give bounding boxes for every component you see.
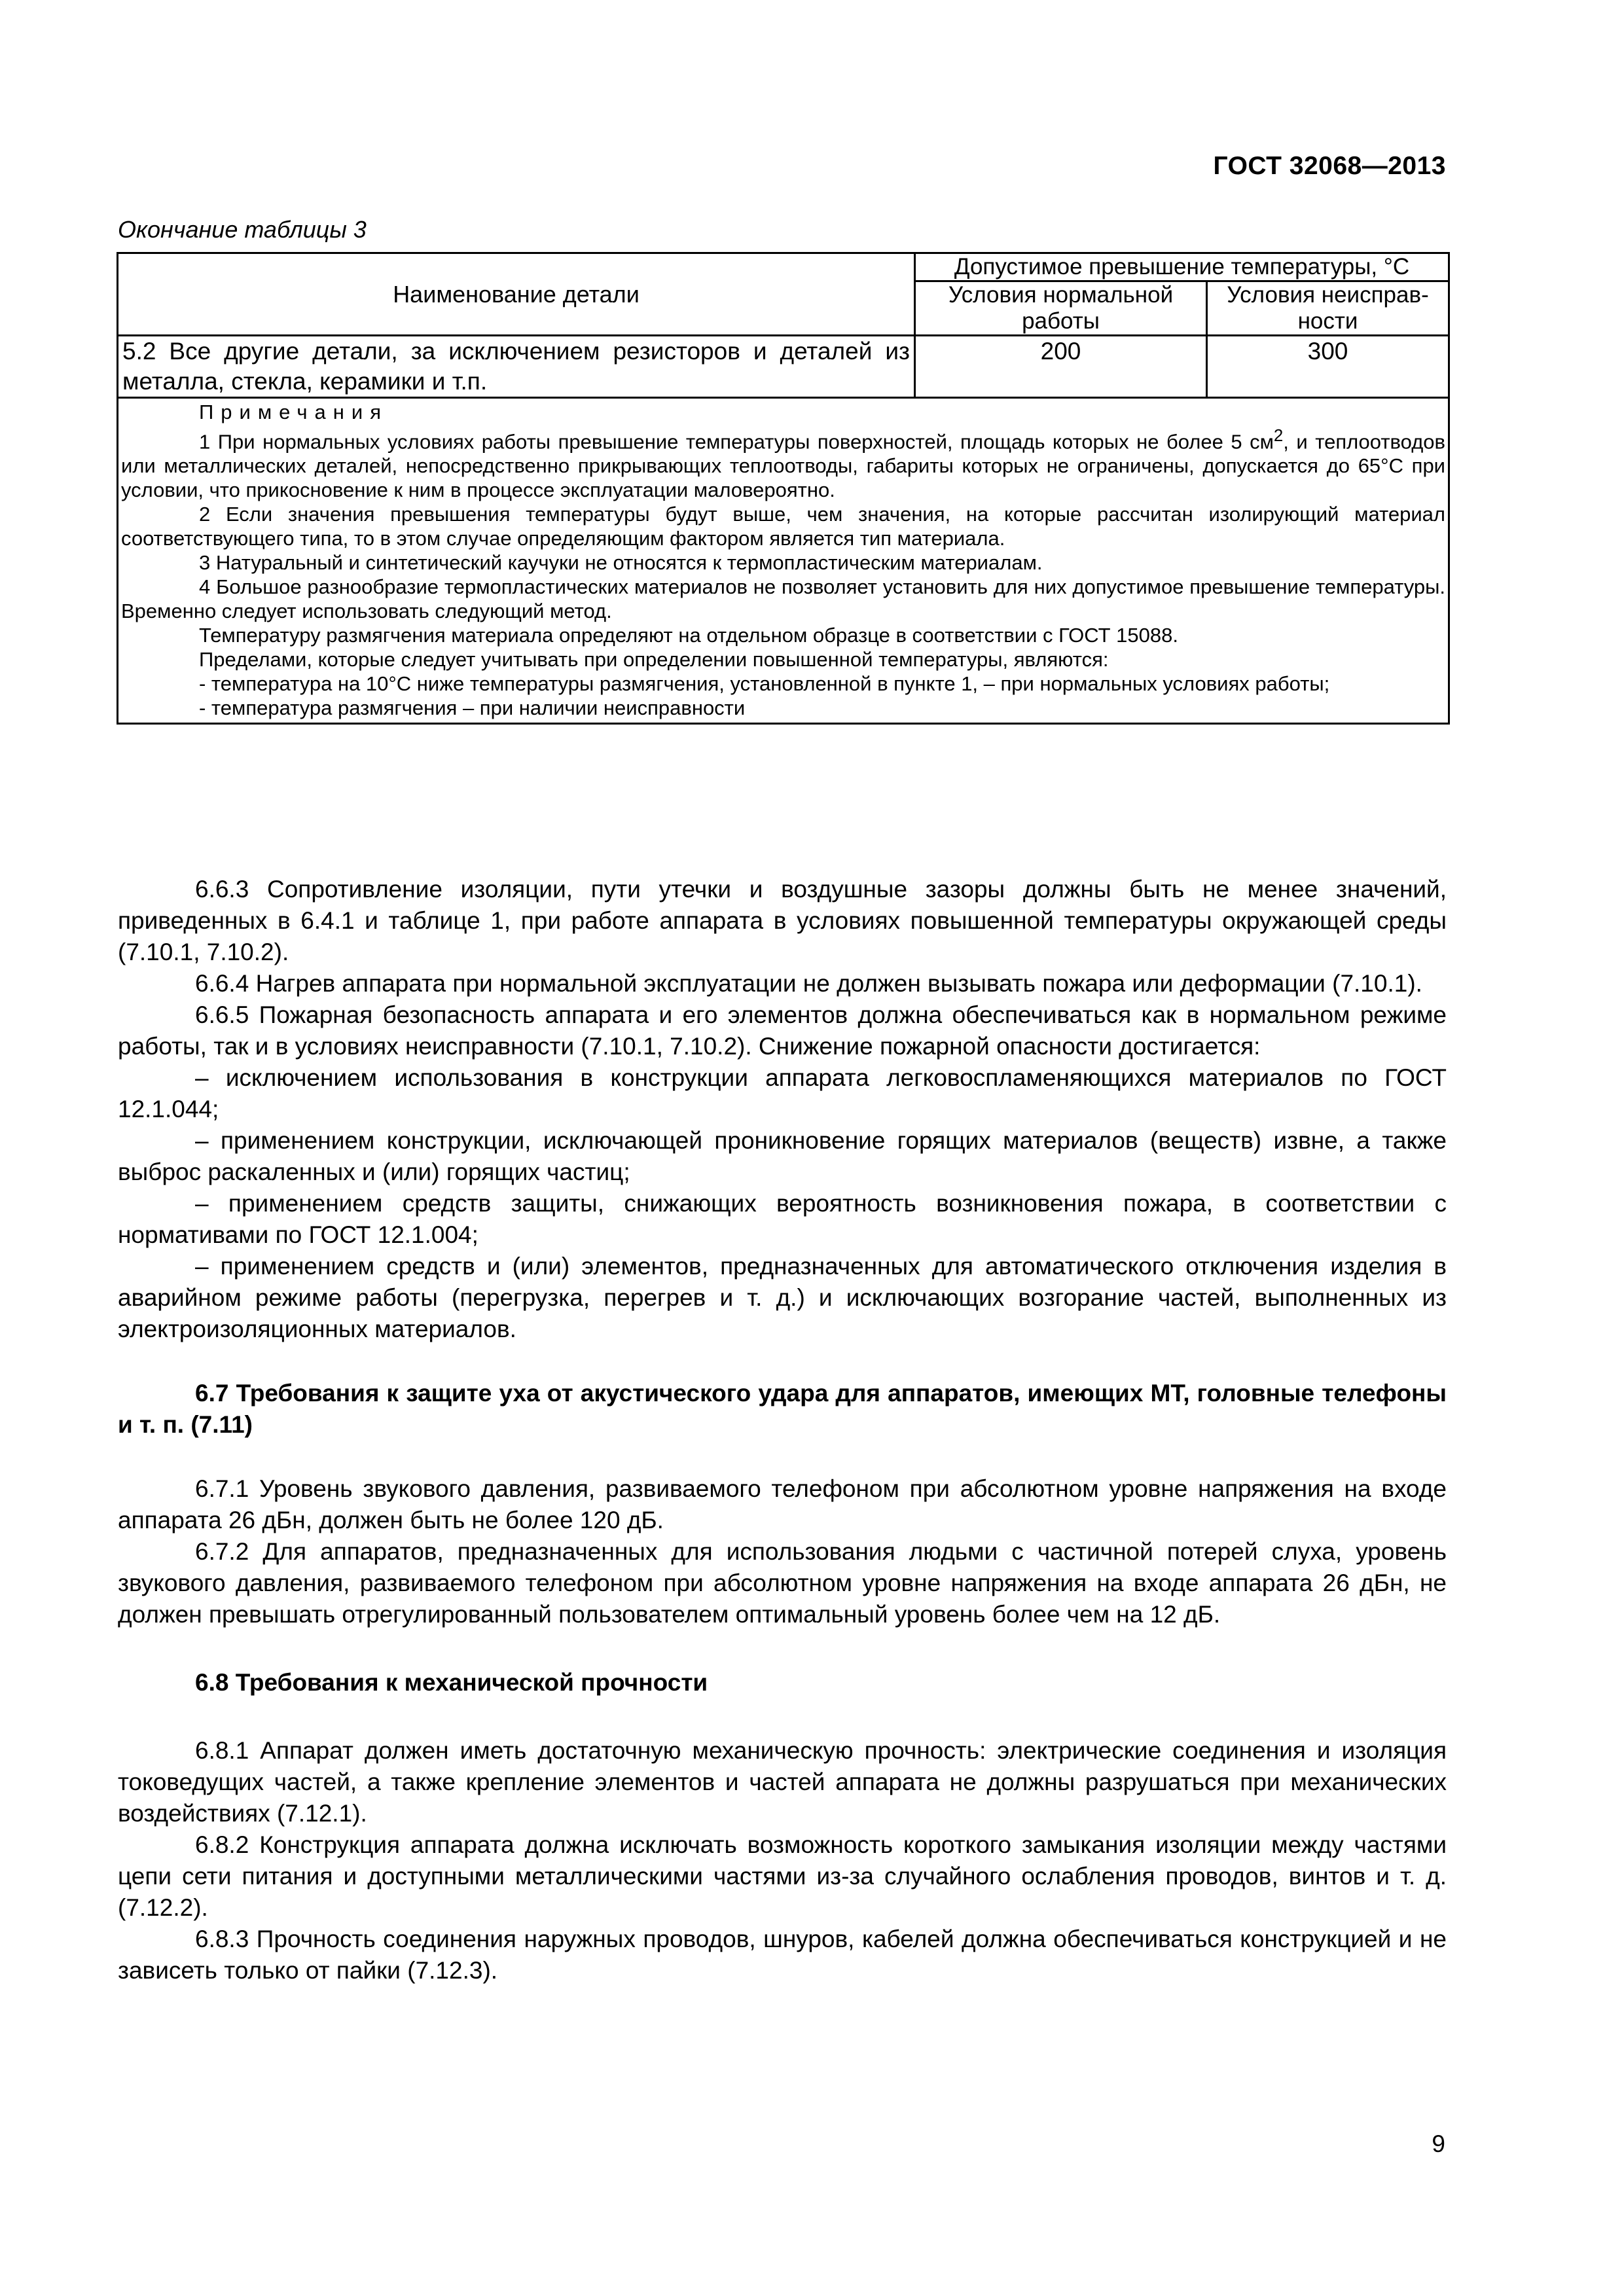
table-notes (118, 398, 1449, 724)
paragraph-6-6-3: 6.6.3 Сопротивление изоляции, пути утечки и воздушные зазоры должны быть не менее значений, приведенных в 6.4.1 и таблице 1, при работе аппарата в условиях повышенной температуры окружающей среды (7.10.1, 7.10.2). (118, 876, 1447, 965)
paragraph-6-8-1: 6.8.1 Аппарат должен иметь достаточную механическую прочность: электрические соединения и изоляция токоведущих частей, а также крепление элементов и частей аппарата не должны разрушаться при механических воздействиях (7.12.1). (118, 1737, 1447, 1827)
col-header-name: Наименование детали (118, 253, 915, 336)
note-4-limits: Пределами, которые следует учитывать при определении повышенной температуры, являются: (199, 648, 1109, 672)
note-1: 1 При нормальных условиях работы превышение температуры поверхностей, площадь которых не более 5 $см^2$, и теплоотводов или металлических деталей, непосредственно прикрывающих теплоотводы, габариты которых не ограничены, допускается до 65°С при условии, что прикосновение к ним в процессе эксплуатации маловероятно. (121, 427, 1446, 502)
notes-row (118, 398, 1449, 724)
bullet-item: – применением средств защиты, снижающих вероятность возникновения пожара, в соответствии с нормативами по ГОСТ 12.1.004; (118, 1190, 1447, 1248)
note-4: 4 Большое разнообразие термопластических материалов не позволяет установить для них допустимое превышение температуры. Временно следует использовать следующий метод. (121, 575, 1446, 623)
paragraph-6-8-3: 6.8.3 Прочность соединения наружных проводов, шнуров, кабелей должна обеспечиваться конструкцией и не зависеть только от пайки (7.12.3). (118, 1926, 1447, 1984)
note-3: 3 Натуральный и синтетический каучуки не относятся к термопластическим материалам. (199, 551, 1043, 575)
section-heading-6-7: 6.7 Требования к защите уха от акустического удара для аппаратов, имеющих МТ, головные телефоны и т. п. (7.11) (118, 1380, 1447, 1438)
section-heading-6-8: 6.8 Требования к механической прочности (195, 1669, 708, 1696)
paragraph-6-8-2: 6.8.2 Конструкция аппарата должна исключать возможность короткого замыкания изоляции между частями цепи сети питания и доступными металлическими частями из-за случайного ослабления проводов, винтов и т. д. (7.12.2). (118, 1831, 1447, 1921)
table-row (118, 336, 1449, 398)
page-number: 9 (1432, 2130, 1445, 2157)
paragraph-6-7-2: 6.7.2 Для аппаратов, предназначенных для использования людьми с частичной потерей слуха, уровень звукового давления, развиваемого телефоном при абсолютном уровне напряжения на входе аппарата 26 дБн, не должен превышать отрегулированный пользователем оптимальный уровень более чем на 12 дБ. (118, 1538, 1447, 1628)
col-header-fault: Условия неисправ-ности (1207, 281, 1449, 336)
paragraph-6-7-1: 6.7.1 Уровень звукового давления, развиваемого телефоном при абсолютном уровне напряжения на входе аппарата 26 дБн, должен быть не более 120 дБ. (118, 1475, 1447, 1534)
paragraph-6-6-4: 6.6.4 Нагрев аппарата при нормальной эксплуатации не должен вызывать пожара или деформации (7.10.1). (195, 970, 1422, 997)
note-4-limit-normal: - температура на 10°С ниже температуры размягчения, установленной в пункте 1, – при нормальных условиях работы; (199, 672, 1330, 696)
temperature-table (117, 252, 1450, 725)
standard-designation: ГОСТ 32068—2013 (1213, 152, 1446, 180)
row-name: 5.2 Все другие детали, за исключением резисторов и деталей из металла, стекла, керамики и т.п. (118, 336, 915, 398)
table-header-row (118, 253, 1449, 281)
notes-title: Примечания (199, 401, 388, 423)
note-4-method: Температуру размягчения материала определяют на отдельном образце в соответствии с ГОСТ 15088. (199, 624, 1178, 647)
bullet-item: – применением конструкции, исключающей проникновение горящих материалов (веществ) извне, а также выброс раскаленных и (или) горящих частиц; (118, 1127, 1447, 1185)
note-2: 2 Если значения превышения температуры будут выше, чем значения, на которые рассчитан изолирующий материал соответствующего типа, то в этом случае определяющим фактором является тип материала. (121, 503, 1446, 550)
bullet-item: – исключением использования в конструкции аппарата легковоспламеняющихся материалов по ГОСТ 12.1.044; (118, 1064, 1447, 1122)
row-normal-value: 200 (915, 336, 1207, 398)
col-header-normal: Условия нормальной работы (915, 281, 1207, 336)
col-header-group: Допустимое превышение температуры, °С (915, 253, 1449, 281)
body-text (118, 874, 1447, 1986)
table-caption: Окончание таблицы 3 (118, 216, 367, 243)
bullet-item: – применением средств и (или) элементов, предназначенных для автоматического отключения изделия в аварийном режиме работы (перегрузка, перегрев и т. д.) и исключающих возгорание частей, выполненных из электроизоляционных материалов. (118, 1253, 1447, 1342)
row-fault-value: 300 (1207, 336, 1449, 398)
paragraph-6-6-5: 6.6.5 Пожарная безопасность аппарата и его элементов должна обеспечиваться как в нормальном режиме работы, так и в условиях неисправности (7.10.1, 7.10.2). Снижение пожарной опасности достигается: (118, 1001, 1447, 1060)
note-4-limit-fault: - температура размягчения – при наличии неисправности (199, 696, 746, 720)
